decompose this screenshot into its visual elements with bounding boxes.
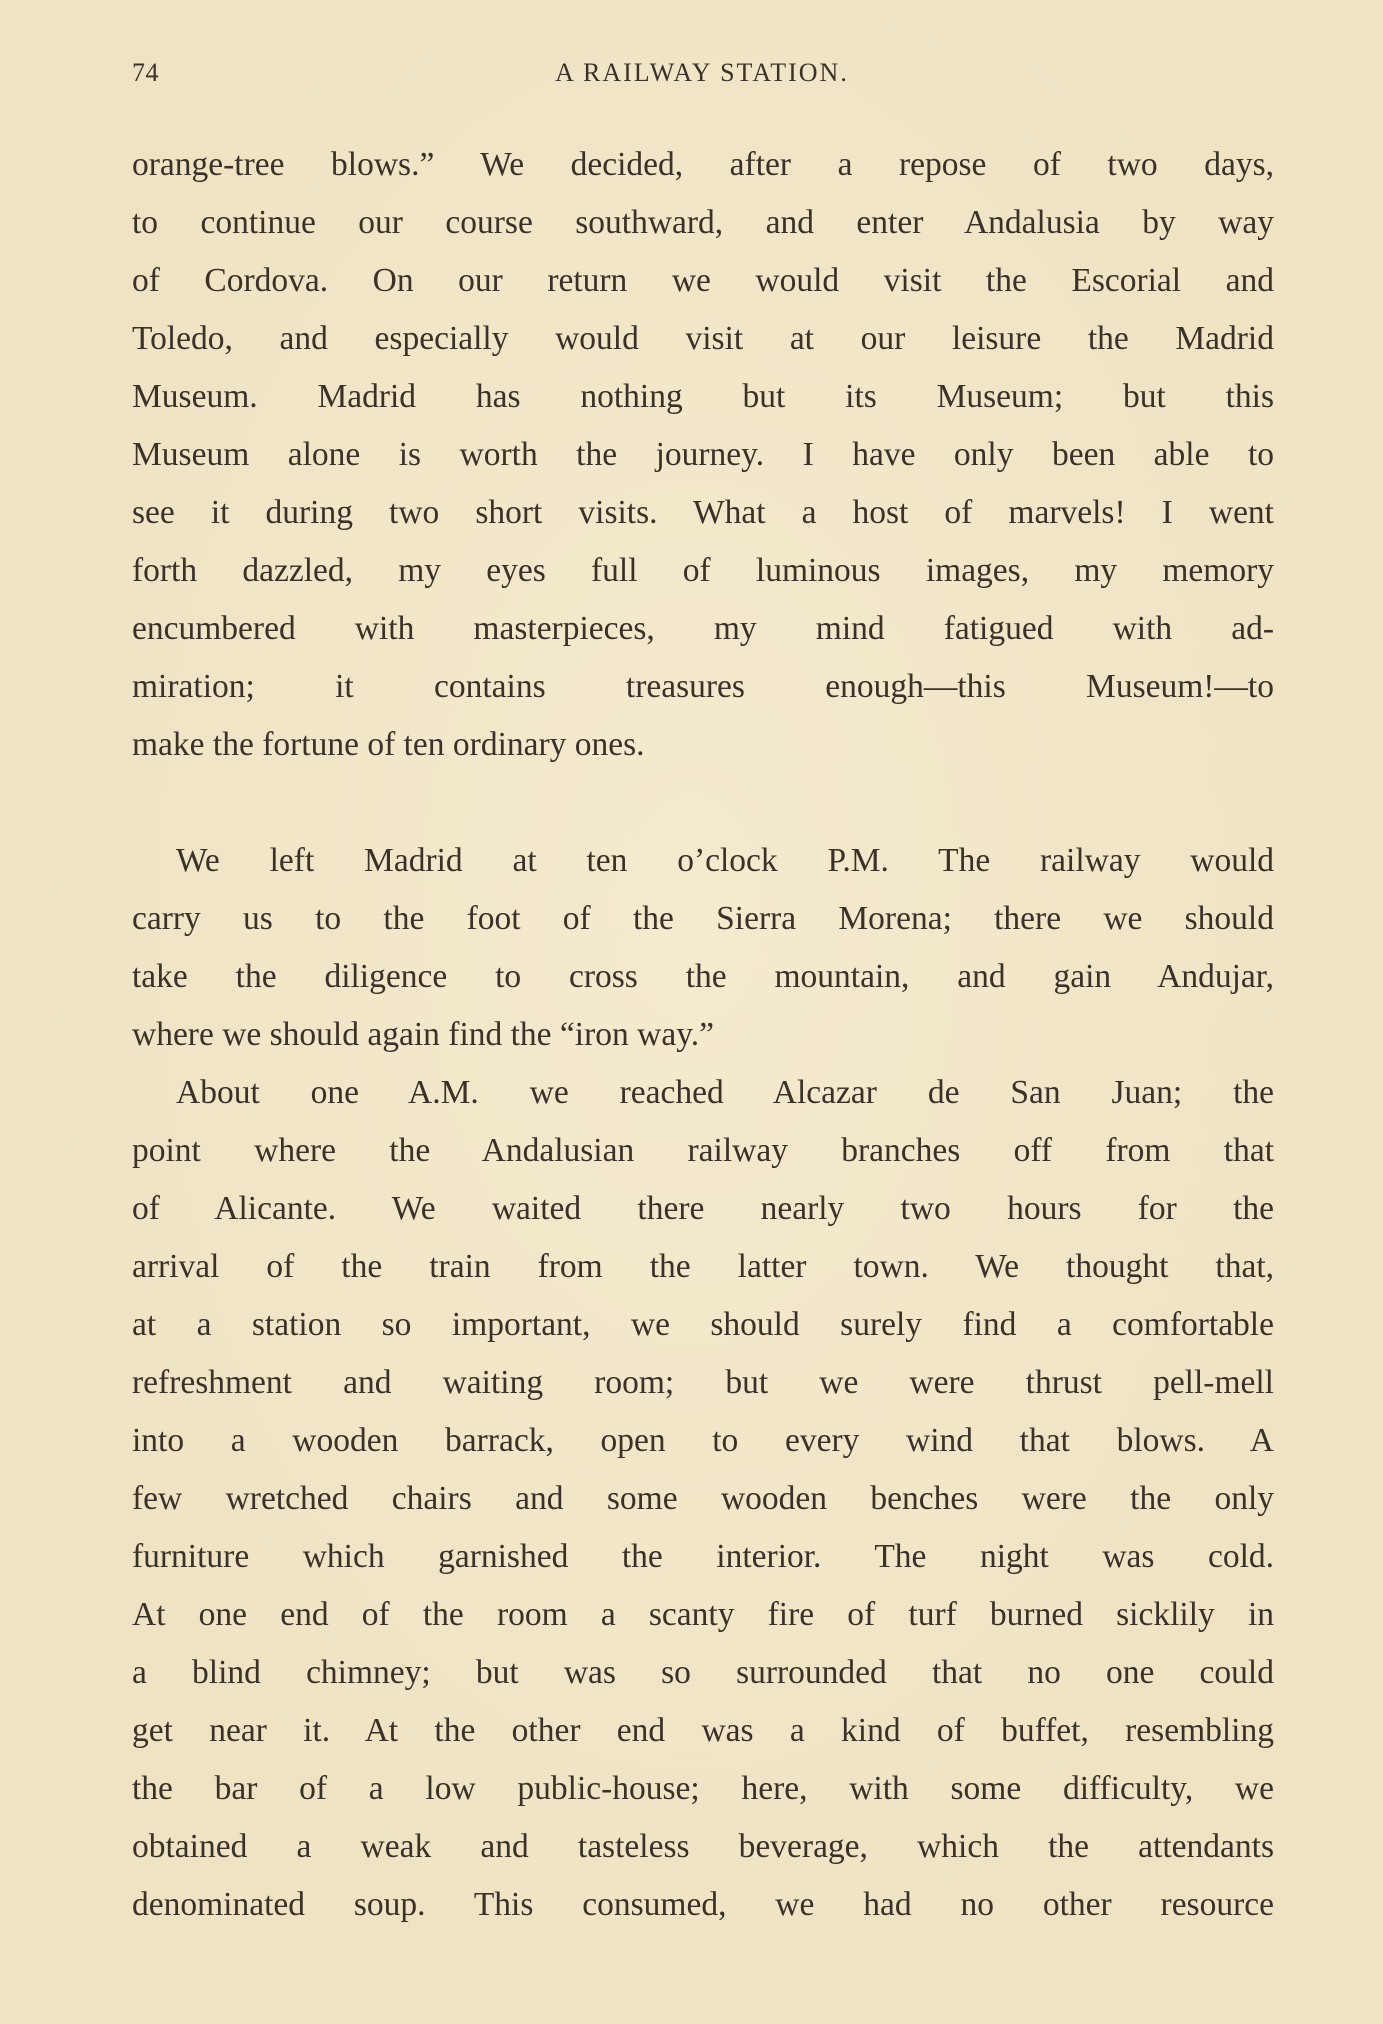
text-line: into a wooden barrack, open to every wind that blows. A: [132, 1422, 1274, 1459]
page-number: 74: [132, 58, 159, 87]
text-line: Toledo, and especially would visit at our leisure the Madrid: [132, 320, 1274, 357]
text-line: encumbered with masterpieces, my mind fatigued with ad-: [132, 610, 1274, 647]
text-line: see it during two short visits. What a host of marvels! I went: [132, 494, 1274, 531]
text-line: few wretched chairs and some wooden benches were the only: [132, 1480, 1274, 1517]
text-line: denominated soup. This consumed, we had no other resource: [132, 1886, 1274, 1923]
running-title: A RAILWAY STATION.: [555, 58, 849, 87]
text-line: We left Madrid at ten o’clock P.M. The railway would: [176, 842, 1274, 879]
text-line: of Alicante. We waited there nearly two hours for the: [132, 1190, 1274, 1227]
text-line: furniture which garnished the interior. The night was cold.: [132, 1538, 1274, 1575]
text-line: of Cordova. On our return we would visit the Escorial and: [132, 262, 1274, 299]
text-line: take the diligence to cross the mountain, and gain Andujar,: [132, 958, 1274, 995]
text-line: carry us to the foot of the Sierra Morena; there we should: [132, 900, 1274, 937]
text-line: At one end of the room a scanty fire of turf burned sicklily in: [132, 1596, 1274, 1633]
text-line: obtained a weak and tasteless beverage, which the attendants: [132, 1828, 1274, 1865]
text-line: orange-tree blows.” We decided, after a repose of two days,: [132, 146, 1274, 183]
text-line: a blind chimney; but was so surrounded that no one could: [132, 1654, 1274, 1691]
text-line: where we should again find the “iron way.”: [132, 1016, 715, 1053]
text-line: make the fortune of ten ordinary ones.: [132, 726, 645, 763]
text-line: Museum alone is worth the journey. I have only been able to: [132, 436, 1274, 473]
text-line: miration; it contains treasures enough—this Museum!—to: [132, 668, 1274, 705]
text-line: forth dazzled, my eyes full of luminous images, my memory: [132, 552, 1274, 589]
text-line: About one A.M. we reached Alcazar de San Juan; the: [176, 1074, 1274, 1111]
running-head: [132, 58, 1272, 98]
text-line: Museum. Madrid has nothing but its Museum; but this: [132, 378, 1274, 415]
text-line: to continue our course southward, and enter Andalusia by way: [132, 204, 1274, 241]
text-line: arrival of the train from the latter town. We thought that,: [132, 1248, 1274, 1285]
text-line: the bar of a low public-house; here, with some difficulty, we: [132, 1770, 1274, 1807]
paragraph-break: [132, 774, 1274, 832]
text-line: point where the Andalusian railway branches off from that: [132, 1132, 1274, 1169]
text-line: at a station so important, we should surely find a comfortable: [132, 1306, 1274, 1343]
text-line: refreshment and waiting room; but we were thrust pell-mell: [132, 1364, 1274, 1401]
text-line: get near it. At the other end was a kind of buffet, resembling: [132, 1712, 1274, 1749]
body-text: [132, 136, 1274, 1934]
